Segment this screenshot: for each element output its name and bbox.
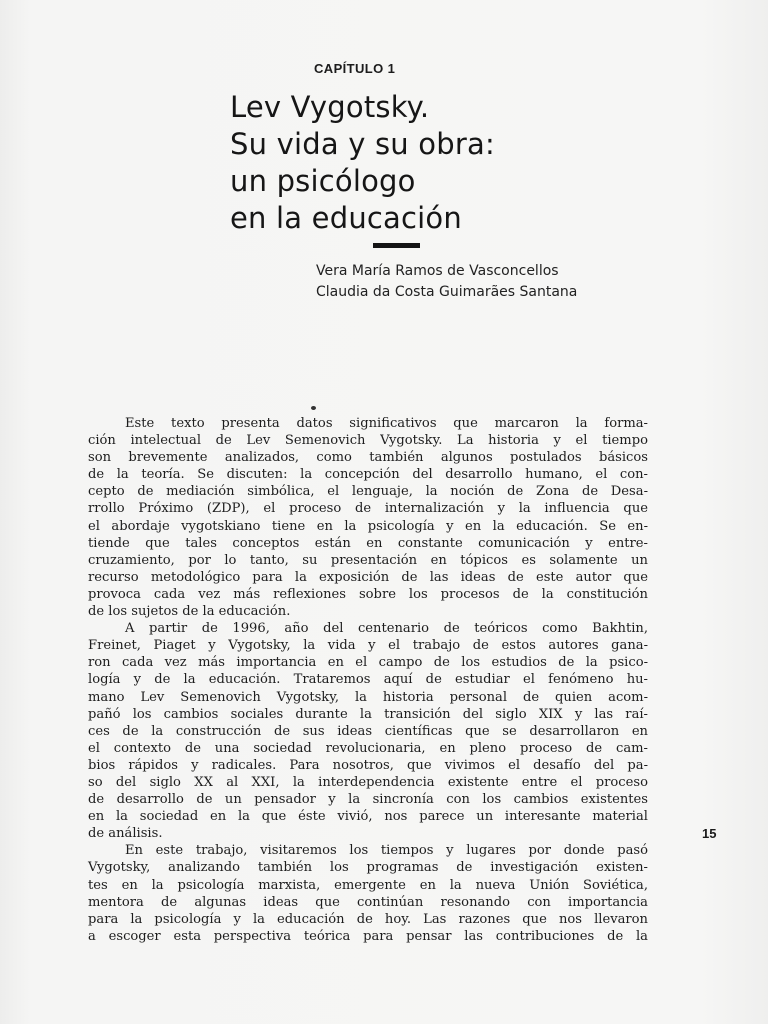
text-line: pañó los cambios sociales durante la transición del siglo XIX y las raí- bbox=[88, 706, 648, 722]
text-line: Este texto presenta datos significativos que marcaron la forma- bbox=[125, 416, 648, 431]
text-line: de desarrollo de un pensador y la sincronía con los cambios existentes bbox=[88, 792, 648, 808]
title-line: un psicólogo bbox=[230, 164, 416, 198]
text-line: para la psicología y la educación de hoy. Las razones que nos llevaron bbox=[88, 911, 648, 927]
text-line: provoca cada vez más reflexiones sobre los procesos de la constitución bbox=[88, 586, 648, 602]
text-line: ron cada vez más importancia en el campo de los estudios de la psico- bbox=[88, 655, 648, 671]
text-line: rrollo Próximo (ZDP), el proceso de internalización y la influencia que bbox=[88, 501, 648, 517]
text-line: en la sociedad en la que éste vivió, nos parece un interesante material bbox=[88, 809, 648, 825]
text-line: so del siglo XX al XXI, la interdependencia existente entre el proceso bbox=[88, 774, 648, 790]
text-line: de la teoría. Se discuten: la concepción del desarrollo humano, el con- bbox=[88, 467, 648, 483]
chapter-label: CAPÍTULO 1 bbox=[314, 61, 396, 76]
text-line: tes en la psicología marxista, emergente en la nueva Unión Soviética, bbox=[88, 877, 648, 893]
text-line: tiende que tales conceptos están en constante comunicación y entre- bbox=[88, 535, 648, 551]
text-line: A partir de 1996, año del centenario de teóricos como Bakhtin, bbox=[125, 621, 648, 637]
title-divider bbox=[373, 243, 420, 248]
authors bbox=[316, 261, 577, 303]
text-line: cruzamiento, por lo tanto, su presentación en tópicos es solamente un bbox=[88, 552, 648, 568]
text-line: Freinet, Piaget y Vygotsky, la vida y el trabajo de estos autores gana- bbox=[88, 638, 648, 654]
text-line: mentora de algunas ideas que continúan resonando con importancia bbox=[88, 894, 648, 910]
text-line: son brevemente analizados, como también algunos postulados básicos bbox=[88, 450, 648, 466]
title-line: en la educación bbox=[230, 201, 462, 235]
text-line: ción intelectual de Lev Semenovich Vygotsky. La historia y el tiempo bbox=[88, 433, 648, 449]
author-name: Claudia da Costa Guimarães Santana bbox=[316, 284, 578, 300]
text-line: de análisis. bbox=[88, 826, 163, 842]
title-line: Lev Vygotsky. bbox=[230, 90, 430, 124]
text-line: el contexto de una sociedad revolucionaria, en pleno proceso de cam- bbox=[88, 740, 648, 756]
text-line: el abordaje vygotskiano tiene en la psicología y en la educación. Se en- bbox=[88, 518, 648, 534]
text-line: recurso metodológico para la exposición de las ideas de este autor que bbox=[88, 569, 648, 585]
text-line: En este trabajo, visitaremos los tiempos y lugares por donde pasó bbox=[125, 843, 648, 859]
text-line: Vygotsky, analizando también los programas de investigación existen- bbox=[88, 860, 648, 876]
text-line: logía y de la educación. Trataremos aquí de estudiar el fenómeno hu- bbox=[88, 672, 648, 688]
text-line: a escoger esta perspectiva teórica para pensar las contribuciones de la bbox=[88, 928, 648, 944]
text-line: ces de la construcción de sus ideas científicas que se desarrollaron en bbox=[88, 723, 648, 739]
text-line: de los sujetos de la educación. bbox=[88, 604, 291, 620]
ink-mark bbox=[311, 406, 316, 410]
body-text bbox=[88, 415, 648, 945]
text-line: bios rápidos y radicales. Para nosotros, que vivimos el desafío del pa- bbox=[88, 757, 648, 773]
page-number: 15 bbox=[702, 826, 717, 841]
title-line: Su vida y su obra: bbox=[230, 127, 495, 161]
text-line: mano Lev Semenovich Vygotsky, la historia personal de quien acom- bbox=[88, 689, 648, 705]
author-name: Vera María Ramos de Vasconcellos bbox=[316, 263, 559, 279]
chapter-title bbox=[230, 89, 650, 237]
text-line: cepto de mediación simbólica, el lenguaje, la noción de Zona de Desa- bbox=[88, 484, 648, 500]
